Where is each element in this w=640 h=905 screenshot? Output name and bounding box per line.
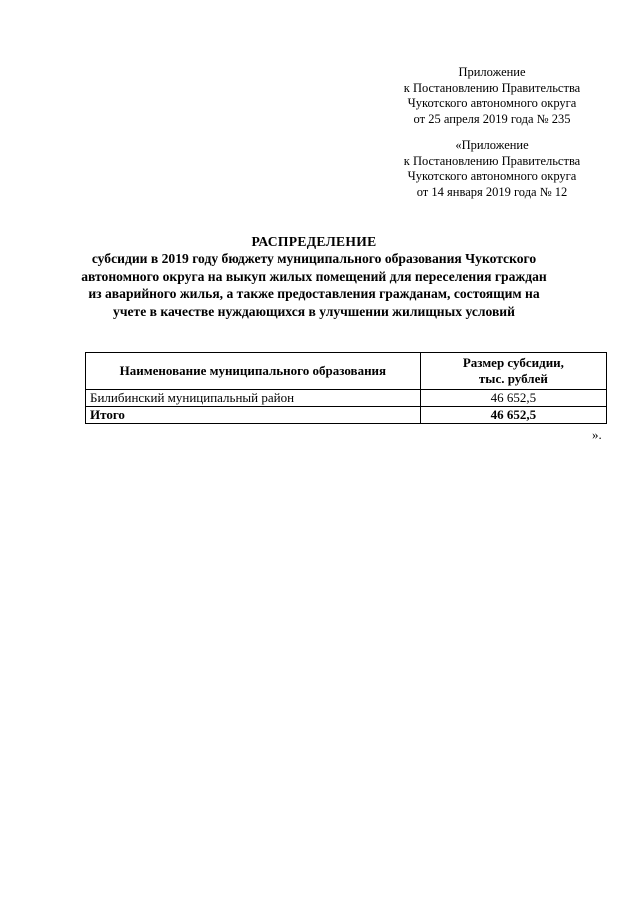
total-label: Итого <box>86 407 421 424</box>
row-municipality-name: Билибинский муниципальный район <box>86 390 421 407</box>
appendix-date-number: от 14 января 2019 года № 12 <box>416 184 568 199</box>
table-row <box>86 390 607 407</box>
appendix-label: Приложение <box>458 65 526 79</box>
appendix-original <box>380 138 604 200</box>
appendix-reference: к Постановлению Правительства <box>403 80 581 95</box>
document-title-block <box>80 233 548 320</box>
table-total-row <box>86 407 607 424</box>
header-amount-line1: Размер субсидии, <box>462 355 564 370</box>
appendix-current <box>380 65 604 127</box>
total-amount: 46 652,5 <box>420 407 606 424</box>
row-subsidy-amount: 46 652,5 <box>420 390 606 407</box>
appendix-label: «Приложение <box>455 138 529 152</box>
document-heading: РАСПРЕДЕЛЕНИЕ <box>251 234 377 249</box>
header-amount-line2: тыс. рублей <box>478 371 548 386</box>
header-subsidy-amount <box>420 353 606 390</box>
document-subtitle: субсидии в 2019 году бюджету муниципального образования Чукотского автономного округа на выкуп жилых помещений для переселения граждан из аварийного жилья, а также предоставления гражданам, состоящим на учете в качестве нуждающихся в улучшении жилищных условий <box>81 251 547 319</box>
appendix-region: Чукотского автономного округа <box>407 96 577 110</box>
appendix-region: Чукотского автономного округа <box>407 169 577 183</box>
table-header-row <box>86 353 607 390</box>
appendix-reference: к Постановлению Правительства <box>403 153 581 168</box>
header-municipality-name: Наименование муниципального образования <box>86 353 421 390</box>
appendix-date-number: от 25 апреля 2019 года № 235 <box>413 111 571 126</box>
subsidy-table <box>85 352 607 424</box>
closing-quote: ». <box>592 427 602 442</box>
